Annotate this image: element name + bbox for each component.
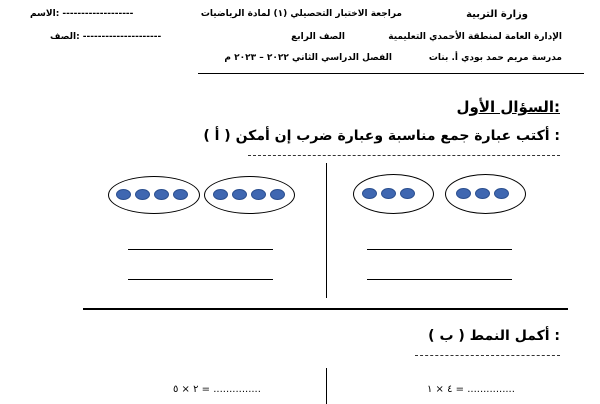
answer-line[interactable]	[128, 249, 273, 250]
counter-dot	[213, 189, 228, 200]
counter-dot	[154, 189, 169, 200]
question1-part-a: ( أ ) أكتب عبارة جمع مناسبة وعبارة ضرب إن أمكن :	[203, 128, 560, 144]
part-b-underline	[415, 355, 560, 356]
student-name-field: الاسم: -------------------	[30, 9, 134, 19]
grade-label: الصف الرابع	[291, 32, 345, 42]
section-divider	[83, 308, 568, 310]
answer-line[interactable]	[128, 279, 273, 280]
pattern-expression-right: ٤ × ١ = ...............	[427, 384, 515, 395]
counter-dot	[173, 189, 188, 200]
column-divider-bottom	[326, 368, 327, 404]
student-class-field: الصف: ---------------------	[50, 32, 162, 42]
answer-line[interactable]	[367, 279, 512, 280]
group-oval	[445, 174, 526, 214]
ministry-name: وزارة التربية	[466, 9, 528, 20]
counter-dot	[270, 189, 285, 200]
group-oval	[108, 176, 200, 214]
pattern-expression-left: ٢ × ٥ = ...............	[173, 384, 261, 395]
counter-dot	[116, 189, 131, 200]
counter-dot	[362, 188, 377, 199]
counter-dot	[400, 188, 415, 199]
question1-title: السؤال الأول:	[456, 98, 560, 116]
group-oval	[204, 176, 295, 214]
exam-title: مراجعة الاختبار التحصيلي (١) لمادة الرياضيات	[200, 9, 402, 19]
directorate-name: الإدارة العامة لمنطقة الأحمدي التعليمية	[388, 32, 562, 42]
header-divider	[198, 73, 584, 74]
group-oval	[353, 174, 434, 214]
column-divider	[326, 163, 327, 298]
counter-dot	[381, 188, 396, 199]
counter-dot	[494, 188, 509, 199]
semester-label: الفصل الدراسي الثاني ٢٠٢٢ – ٢٠٢٣ م	[224, 53, 392, 63]
counter-dot	[251, 189, 266, 200]
counter-dot	[456, 188, 471, 199]
school-name: مدرسة مريم حمد بودي أ. بنات	[428, 53, 562, 63]
counter-dot	[135, 189, 150, 200]
counter-dot	[475, 188, 490, 199]
answer-line[interactable]	[367, 249, 512, 250]
counter-dot	[232, 189, 247, 200]
part-b-title: ( ب ) أكمل النمط :	[428, 328, 560, 344]
part-a-underline	[248, 155, 560, 156]
